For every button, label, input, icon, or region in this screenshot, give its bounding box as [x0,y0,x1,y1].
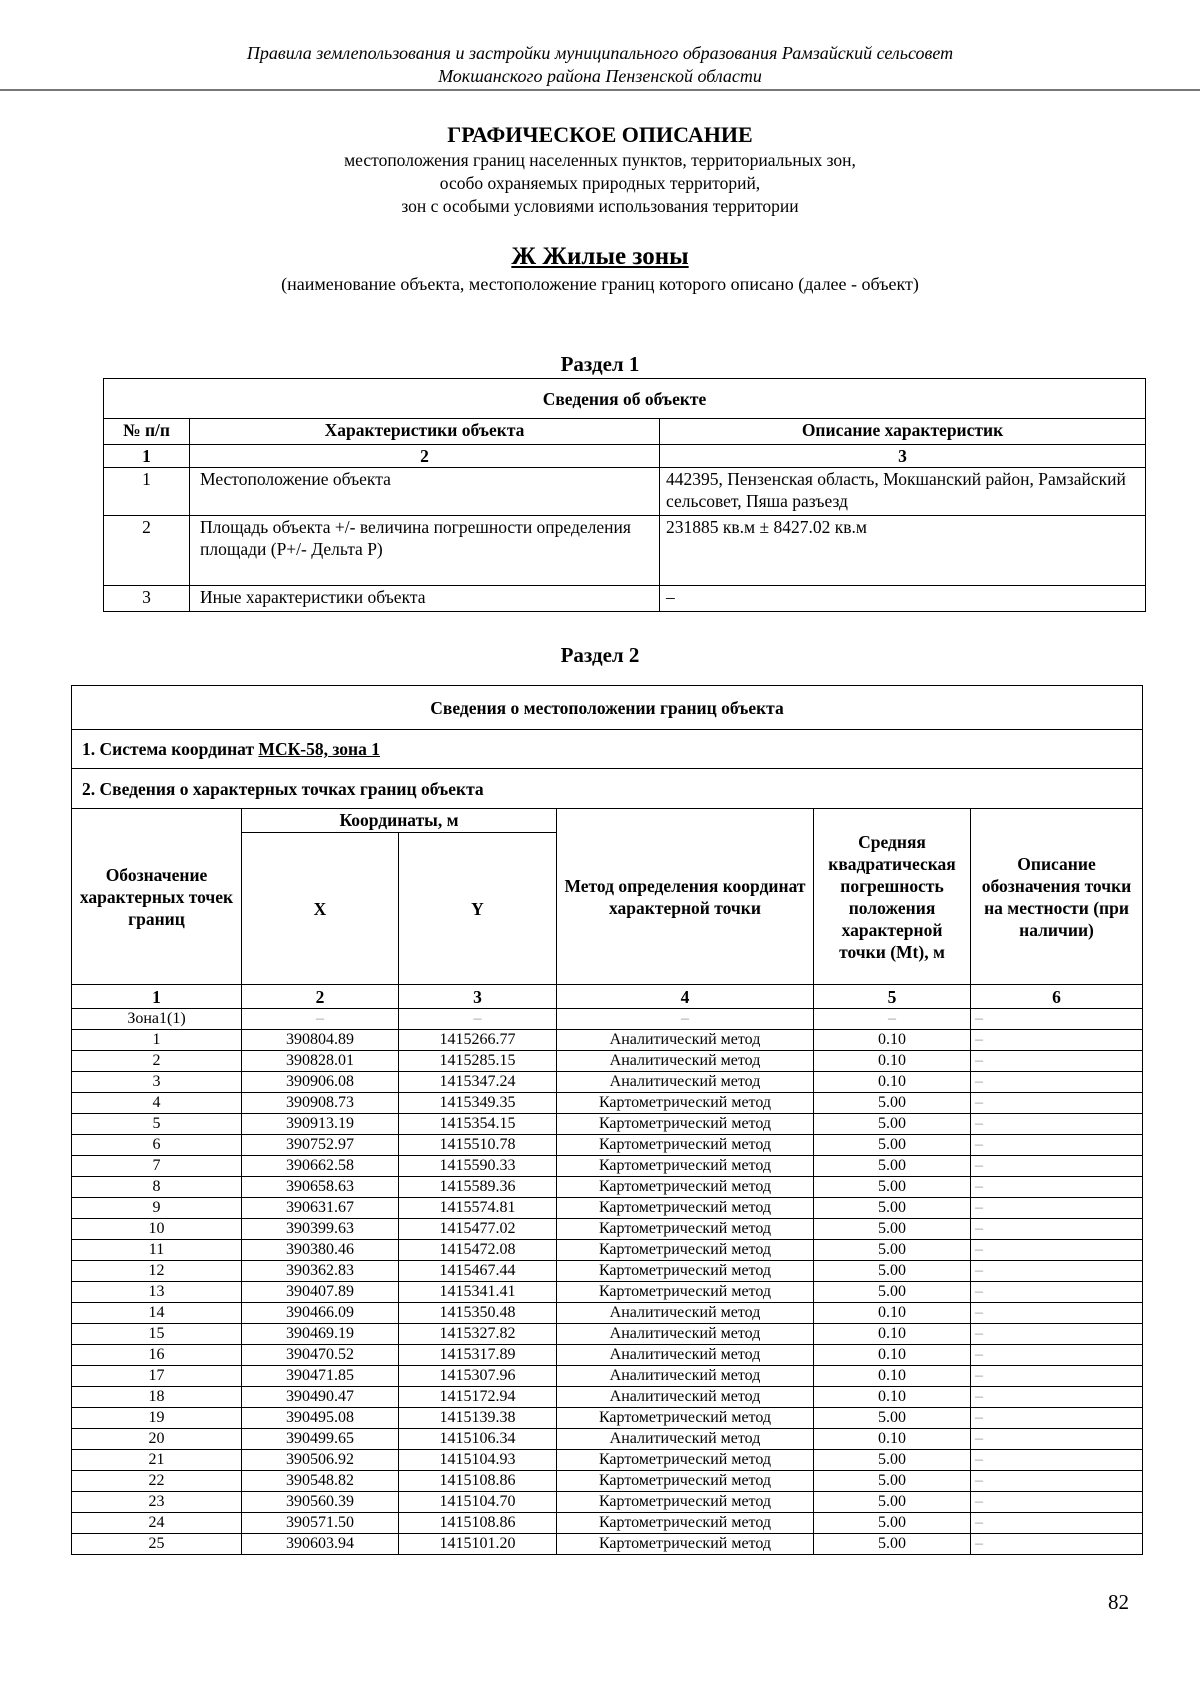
point-description: – [971,1114,1143,1135]
method: Картометрический метод [557,1135,814,1156]
table-row [72,1492,1143,1513]
y-coordinate: 1415467.44 [399,1261,557,1282]
y-coordinate: 1415574.81 [399,1198,557,1219]
characteristic-name: Площадь объекта +/- величина погрешности определения площади (Р+/- Дельта Р) [190,516,660,586]
x-coordinate: 390466.09 [242,1303,399,1324]
point-description: – [971,1051,1143,1072]
table-row [72,1177,1143,1198]
method: – [557,1009,814,1030]
y-coordinate: 1415590.33 [399,1156,557,1177]
point-designation: 9 [72,1198,242,1219]
column-number: 3 [660,445,1146,468]
column-number: 2 [190,445,660,468]
position-error: 0.10 [814,1324,971,1345]
position-error: 5.00 [814,1282,971,1303]
position-error: 5.00 [814,1492,971,1513]
y-coordinate: – [399,1009,557,1030]
y-coordinate: 1415317.89 [399,1345,557,1366]
point-description: – [971,1492,1143,1513]
point-description: – [971,1534,1143,1555]
x-coordinate: 390469.19 [242,1324,399,1345]
table-row [72,1450,1143,1471]
point-designation: 11 [72,1240,242,1261]
column-header: Описание обозначения точки на местности (при наличии) [971,809,1143,985]
y-coordinate: 1415266.77 [399,1030,557,1051]
position-error: 0.10 [814,1429,971,1450]
point-designation: 5 [72,1114,242,1135]
position-error: 5.00 [814,1219,971,1240]
table-row [72,1030,1143,1051]
point-designation: 18 [72,1387,242,1408]
point-designation: 14 [72,1303,242,1324]
method: Картометрический метод [557,1471,814,1492]
method: Картометрический метод [557,1282,814,1303]
column-number: 4 [557,985,814,1009]
table-row [72,1009,1143,1030]
point-designation: 21 [72,1450,242,1471]
point-designation: 6 [72,1135,242,1156]
position-error: 5.00 [814,1408,971,1429]
y-coordinate: 1415172.94 [399,1387,557,1408]
y-coordinate: 1415106.34 [399,1429,557,1450]
position-error: 0.10 [814,1072,971,1093]
point-description: – [971,1324,1143,1345]
point-description: – [971,1261,1143,1282]
column-header: Описание характеристик [660,419,1146,445]
point-description: – [971,1219,1143,1240]
point-description: – [971,1345,1143,1366]
x-coordinate: 390631.67 [242,1198,399,1219]
method: Аналитический метод [557,1051,814,1072]
y-coordinate: 1415104.93 [399,1450,557,1471]
table-row [72,1387,1143,1408]
coordinate-system-label: 1. Система координат [82,739,259,759]
table-title: Сведения об объекте [104,379,1146,419]
row-number: 3 [104,586,190,612]
table-row [104,468,1146,516]
y-coordinate: 1415472.08 [399,1240,557,1261]
point-designation: 23 [72,1492,242,1513]
method: Картометрический метод [557,1261,814,1282]
point-designation: 2 [72,1051,242,1072]
running-header-line: Мокшанского района Пензенской области [438,66,762,86]
point-description: – [971,1240,1143,1261]
y-coordinate: 1415589.36 [399,1177,557,1198]
position-error: 5.00 [814,1513,971,1534]
characteristic-name: Иные характеристики объекта [190,586,660,612]
position-error: 0.10 [814,1051,971,1072]
characteristic-value: – [660,586,1146,612]
object-note: (наименование объекта, местоположение границ которого описано (далее - объект) [281,274,919,294]
point-designation: 8 [72,1177,242,1198]
table-title: Сведения о местоположении границ объекта [72,686,1143,730]
table-row [72,1429,1143,1450]
x-coordinate: 390658.63 [242,1177,399,1198]
object-name: Ж Жилые зоны [511,243,689,270]
table-row [72,1072,1143,1093]
point-designation: 1 [72,1030,242,1051]
y-coordinate: 1415285.15 [399,1051,557,1072]
x-coordinate: 390560.39 [242,1492,399,1513]
position-error: 0.10 [814,1030,971,1051]
method: Картометрический метод [557,1093,814,1114]
point-description: – [971,1408,1143,1429]
row-number: 2 [104,516,190,586]
boundary-points-table [71,685,1143,1555]
method: Аналитический метод [557,1324,814,1345]
point-designation: Зона1(1) [72,1009,242,1030]
position-error: 5.00 [814,1240,971,1261]
column-header: Обозначение характерных точек границ [72,809,242,985]
column-header: Характеристики объекта [190,419,660,445]
method: Картометрический метод [557,1198,814,1219]
method: Картометрический метод [557,1156,814,1177]
y-coordinate: 1415350.48 [399,1303,557,1324]
column-header: Координаты, м [242,809,557,833]
y-coordinate: 1415477.02 [399,1219,557,1240]
point-description: – [971,1303,1143,1324]
point-description: – [971,1072,1143,1093]
y-coordinate: 1415327.82 [399,1324,557,1345]
point-designation: 3 [72,1072,242,1093]
position-error: 5.00 [814,1177,971,1198]
coordinate-system [72,730,1143,769]
coordinate-system-value: МСК-58, зона 1 [258,739,380,759]
table-row [72,1156,1143,1177]
x-coordinate: 390506.92 [242,1450,399,1471]
column-number: 6 [971,985,1143,1009]
running-header [0,42,1200,88]
point-description: – [971,1198,1143,1219]
point-designation: 19 [72,1408,242,1429]
y-coordinate: 1415354.15 [399,1114,557,1135]
method: Картометрический метод [557,1534,814,1555]
characteristic-name: Местоположение объекта [190,468,660,516]
method: Картометрический метод [557,1492,814,1513]
point-designation: 4 [72,1093,242,1114]
x-coordinate: 390752.97 [242,1135,399,1156]
position-error: 5.00 [814,1198,971,1219]
y-coordinate: 1415139.38 [399,1408,557,1429]
point-description: – [971,1471,1143,1492]
x-coordinate: 390548.82 [242,1471,399,1492]
table-row [72,1513,1143,1534]
point-designation: 17 [72,1366,242,1387]
y-coordinate: 1415341.41 [399,1282,557,1303]
point-designation: 10 [72,1219,242,1240]
y-coordinate: 1415510.78 [399,1135,557,1156]
point-designation: 15 [72,1324,242,1345]
point-designation: 24 [72,1513,242,1534]
position-error: 5.00 [814,1156,971,1177]
subtitle-line: особо охраняемых природных территорий, [439,173,761,193]
column-header: Y [399,833,557,985]
table-row [72,1261,1143,1282]
position-error: 0.10 [814,1303,971,1324]
method: Аналитический метод [557,1345,814,1366]
section2-heading: Раздел 2 [560,643,640,667]
x-coordinate: 390495.08 [242,1408,399,1429]
column-header: Метод определения координат характерной точки [557,809,814,985]
x-coordinate: 390804.89 [242,1030,399,1051]
column-header: № п/п [104,419,190,445]
position-error: 0.10 [814,1366,971,1387]
method: Аналитический метод [557,1303,814,1324]
table-row [72,1198,1143,1219]
position-error: 5.00 [814,1093,971,1114]
table-row [72,1051,1143,1072]
section1-heading: Раздел 1 [560,352,640,376]
point-description: – [971,1177,1143,1198]
characteristic-value: 231885 кв.м ± 8427.02 кв.м [660,516,1146,586]
position-error: – [814,1009,971,1030]
document-title: ГРАФИЧЕСКОЕ ОПИСАНИЕ [447,122,753,147]
method: Аналитический метод [557,1387,814,1408]
table-row [104,586,1146,612]
table-row [72,1324,1143,1345]
table-row [72,1408,1143,1429]
position-error: 0.10 [814,1345,971,1366]
table-row [72,1303,1143,1324]
column-header: Средняя квадратическая погрешность положения характерной точки (Mt), м [814,809,971,985]
y-coordinate: 1415307.96 [399,1366,557,1387]
position-error: 5.00 [814,1114,971,1135]
x-coordinate: 390362.83 [242,1261,399,1282]
characteristic-value: 442395, Пензенская область, Мокшанский район, Рамзайский сельсовет, Пяша разъезд [660,468,1146,516]
x-coordinate: 390490.47 [242,1387,399,1408]
table-row [72,1093,1143,1114]
point-designation: 7 [72,1156,242,1177]
x-coordinate: 390499.65 [242,1429,399,1450]
x-coordinate: 390380.46 [242,1240,399,1261]
x-coordinate: 390407.89 [242,1282,399,1303]
x-coordinate: 390471.85 [242,1366,399,1387]
position-error: 5.00 [814,1534,971,1555]
table-row [72,1282,1143,1303]
running-header-line: Правила землепользования и застройки муниципального образования Рамзайский сельсовет [246,43,954,63]
table-row [72,1135,1143,1156]
column-header: X [242,833,399,985]
column-number: 3 [399,985,557,1009]
point-description: – [971,1282,1143,1303]
point-description: – [971,1156,1143,1177]
object-info-table [103,378,1146,612]
y-coordinate: 1415101.20 [399,1534,557,1555]
method: Картометрический метод [557,1177,814,1198]
x-coordinate: 390399.63 [242,1219,399,1240]
position-error: 5.00 [814,1471,971,1492]
point-description: – [971,1009,1143,1030]
column-number: 5 [814,985,971,1009]
method: Картометрический метод [557,1240,814,1261]
point-description: – [971,1450,1143,1471]
table-row [72,1534,1143,1555]
x-coordinate: – [242,1009,399,1030]
table-row [72,1240,1143,1261]
position-error: 5.00 [814,1135,971,1156]
y-coordinate: 1415108.86 [399,1513,557,1534]
x-coordinate: 390603.94 [242,1534,399,1555]
x-coordinate: 390470.52 [242,1345,399,1366]
header-rule [0,89,1200,91]
row-number: 1 [104,468,190,516]
page-number: 82 [1108,1590,1129,1614]
table-row [72,1366,1143,1387]
subtitle-line: зон с особыми условиями использования территории [401,196,799,216]
point-description: – [971,1093,1143,1114]
method: Картометрический метод [557,1450,814,1471]
point-description: – [971,1387,1143,1408]
method: Аналитический метод [557,1429,814,1450]
column-number: 2 [242,985,399,1009]
column-number: 1 [104,445,190,468]
method: Аналитический метод [557,1072,814,1093]
table-row [72,1471,1143,1492]
point-designation: 25 [72,1534,242,1555]
position-error: 5.00 [814,1261,971,1282]
method: Картометрический метод [557,1408,814,1429]
x-coordinate: 390913.19 [242,1114,399,1135]
point-designation: 12 [72,1261,242,1282]
point-designation: 22 [72,1471,242,1492]
point-description: – [971,1030,1143,1051]
method: Картометрический метод [557,1513,814,1534]
subtitle-line: местоположения границ населенных пунктов, территориальных зон, [344,150,856,170]
y-coordinate: 1415104.70 [399,1492,557,1513]
point-designation: 20 [72,1429,242,1450]
y-coordinate: 1415108.86 [399,1471,557,1492]
x-coordinate: 390828.01 [242,1051,399,1072]
method: Картометрический метод [557,1219,814,1240]
point-description: – [971,1366,1143,1387]
point-designation: 16 [72,1345,242,1366]
position-error: 0.10 [814,1387,971,1408]
points-title: 2. Сведения о характерных точках границ объекта [72,769,1143,809]
document-subtitle [0,149,1200,218]
point-description: – [971,1135,1143,1156]
y-coordinate: 1415349.35 [399,1093,557,1114]
point-description: – [971,1429,1143,1450]
x-coordinate: 390908.73 [242,1093,399,1114]
point-designation: 13 [72,1282,242,1303]
table-row [72,1219,1143,1240]
point-description: – [971,1513,1143,1534]
method: Аналитический метод [557,1366,814,1387]
x-coordinate: 390662.58 [242,1156,399,1177]
column-number: 1 [72,985,242,1009]
position-error: 5.00 [814,1450,971,1471]
x-coordinate: 390906.08 [242,1072,399,1093]
table-row [72,1114,1143,1135]
method: Аналитический метод [557,1030,814,1051]
table-row [104,516,1146,586]
x-coordinate: 390571.50 [242,1513,399,1534]
method: Картометрический метод [557,1114,814,1135]
table-row [72,1345,1143,1366]
y-coordinate: 1415347.24 [399,1072,557,1093]
